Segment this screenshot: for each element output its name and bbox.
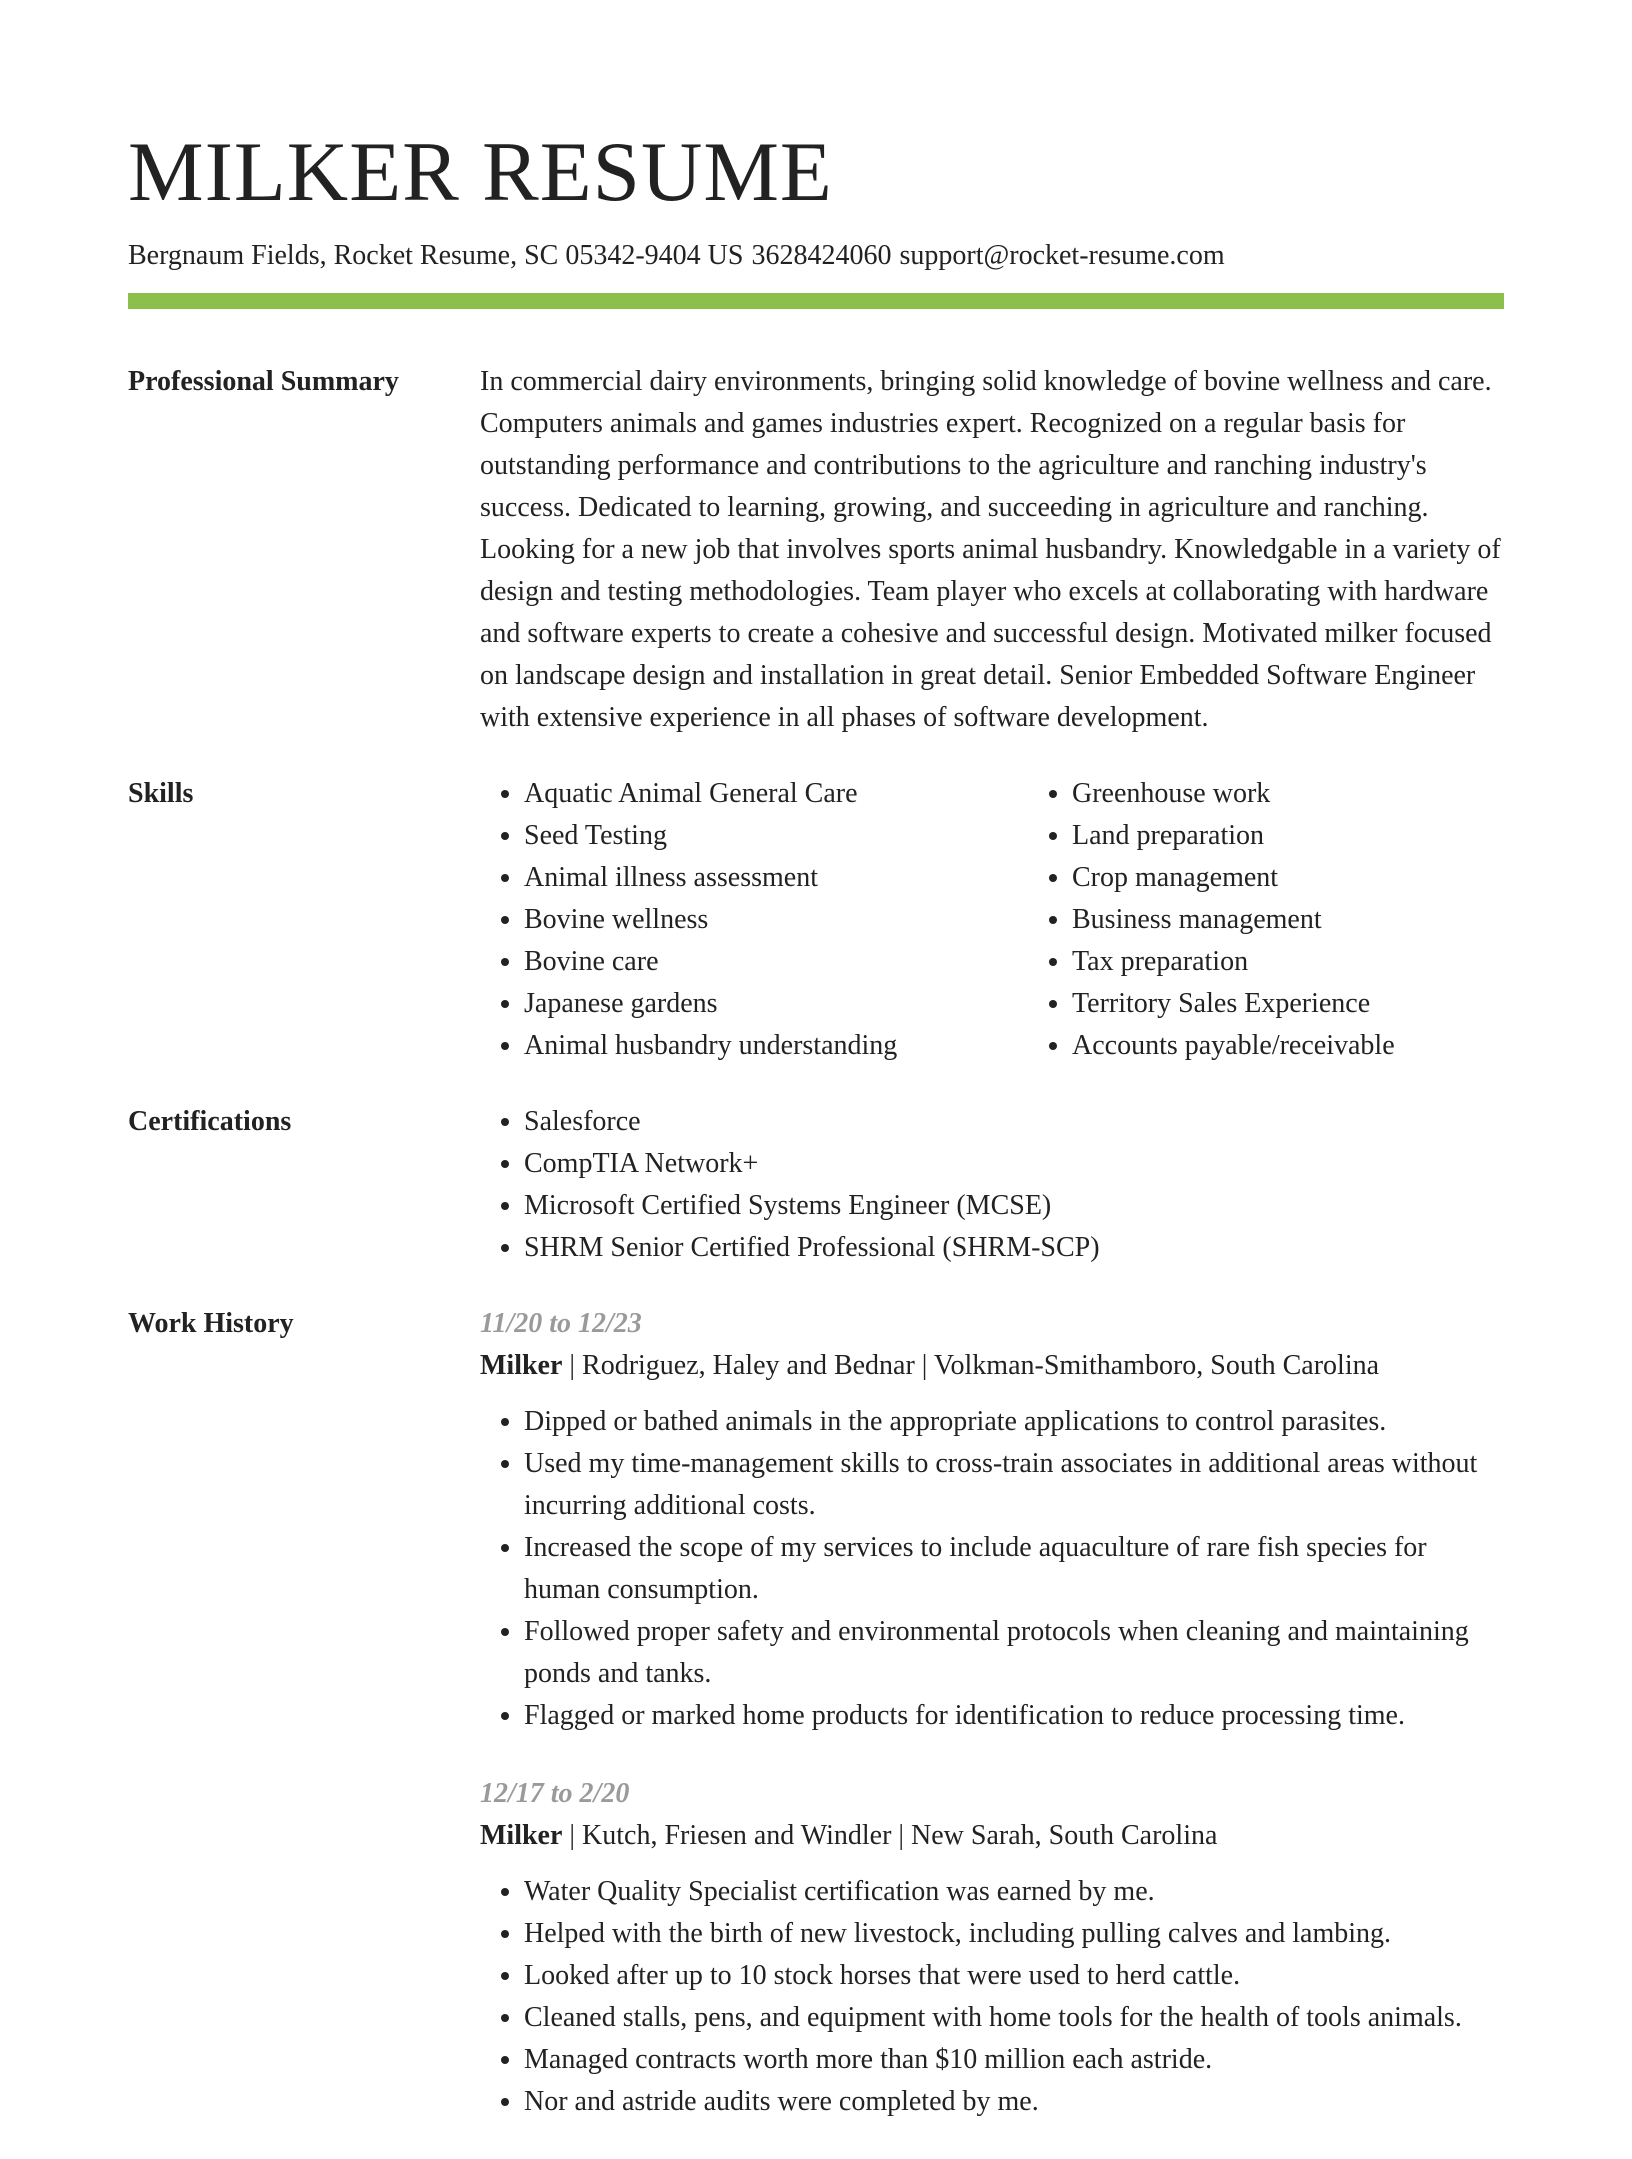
skill-item: • Seed Testing [524,815,1028,857]
skill-item: • Animal illness assessment [524,857,1028,899]
job-bullet: • Looked after up to 10 stock horses that were used to herd cattle. [524,1955,1504,1997]
certifications-heading: Certifications [128,1105,292,1137]
certification-item: • SHRM Senior Certified Professional (SHRM-SCP) [524,1227,1504,1269]
job-dates: 12/17 to 2/20 [480,1777,630,1809]
contact-phone: 3628424060 [751,240,892,271]
skill-item: • Business management [1072,899,1504,941]
certifications-section [128,1101,1504,1269]
job-bullets [480,1871,1504,2123]
work-history-heading: Work History [128,1307,294,1339]
skill-item: • Animal husbandry understanding [524,1025,1028,1067]
skill-item: • Territory Sales Experience [1072,983,1504,1025]
job-entry [480,1303,1504,1737]
certification-item: • CompTIA Network+ [524,1143,1504,1185]
job-title: Milker [480,1819,563,1851]
contact-email: support@rocket-resume.com [899,240,1225,271]
skill-item: • Accounts payable/receivable [1072,1025,1504,1067]
skills-heading: Skills [128,777,194,809]
job-bullet: • Water Quality Specialist certification was earned by me. [524,1871,1504,1913]
job-entry [480,1773,1504,2123]
skill-item: • Tax preparation [1072,941,1504,983]
job-header [480,1345,1504,1387]
skill-item: • Bovine wellness [524,899,1028,941]
summary-text: In commercial dairy environments, bringing solid knowledge of bovine wellness and care. Computers animals and games industries expert. Recognized on a regular basis for outstanding performance and contributions to the agriculture and ranching industry's success. Dedicated to learning, growing, and succeeding in agriculture and ranching. Looking for a new job that involves sports animal husbandry. Knowledgable in a variety of design and testing methodologies. Team player who excels at collaborating with hardware and software experts to create a cohesive and successful design. Motivated milker focused on landscape design and installation in great detail. Senior Embedded Software Engineer with extensive experience in all phases of software development. [480,365,1501,733]
certification-item: • Salesforce [524,1101,1504,1143]
skill-item: • Japanese gardens [524,983,1028,1025]
job-bullet: • Used my time-management skills to cross-train associates in additional areas without incurring additional costs. [524,1443,1504,1527]
skill-item: • Aquatic Animal General Care [524,773,1028,815]
skill-item: • Land preparation [1072,815,1504,857]
resume-title: MILKER RESUME [128,125,833,219]
job-bullet: • Cleaned stalls, pens, and equipment with home tools for the health of tools animals. [524,1997,1504,2039]
skills-list-left [480,773,1028,1067]
job-bullet: • Helped with the birth of new livestock, including pulling calves and lambing. [524,1913,1504,1955]
job-title: Milker [480,1349,563,1381]
work-history-section [128,1303,1504,2159]
contact-line [128,239,1504,273]
job-details: | Kutch, Friesen and Windler | New Sarah, South Carolina [562,1819,1218,1851]
job-dates: 11/20 to 12/23 [480,1307,642,1339]
certification-item: • Microsoft Certified Systems Engineer (MCSE) [524,1185,1504,1227]
job-bullet: • Dipped or bathed animals in the appropriate applications to control parasites. [524,1401,1504,1443]
summary-section [128,361,1504,739]
skills-list-right [1028,773,1504,1067]
job-bullet: • Increased the scope of my services to include aquaculture of rare fish species for human consumption. [524,1527,1504,1611]
skill-item: • Greenhouse work [1072,773,1504,815]
job-bullet: • Followed proper safety and environmental protocols when cleaning and maintaining ponds and tanks. [524,1611,1504,1695]
contact-address: Bergnaum Fields, Rocket Resume, SC 05342-9404 US [128,240,744,271]
job-details: | Rodriguez, Haley and Bednar | Volkman-Smithamboro, South Carolina [562,1349,1380,1381]
job-bullet: • Flagged or marked home products for identification to reduce processing time. [524,1695,1504,1737]
job-bullet: • Nor and astride audits were completed by me. [524,2081,1504,2123]
job-bullet: • Managed contracts worth more than $10 million each astride. [524,2039,1504,2081]
skills-section [128,773,1504,1067]
skill-item: • Crop management [1072,857,1504,899]
job-header [480,1815,1504,1857]
summary-heading: Professional Summary [128,365,399,397]
skill-item: • Bovine care [524,941,1028,983]
certifications-list [480,1101,1504,1269]
header-divider [128,293,1504,309]
job-bullets [480,1401,1504,1737]
